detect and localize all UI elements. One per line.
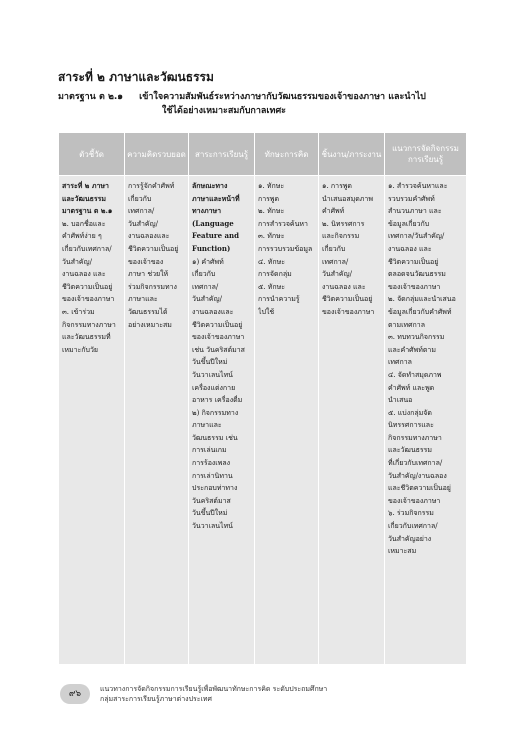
cell-line: การเล่านิทาน [192,471,233,480]
cell-line: และคำศัพท์ตาม [388,345,436,354]
cell-line: ที่เกี่ยวกับเทศกาล/ [388,459,443,468]
table-row [59,176,467,665]
cell-line: ตามเทศกาล [388,320,425,329]
cell-line: ของเจ้าของภาษา [322,307,375,316]
cell-line: ๔. ทักษะ [258,257,285,266]
cell-line: มาตรฐาน ต ๒.๑ [62,206,113,216]
cell-line: วันวาเลนไทน์ [192,370,233,379]
cell-line: คำศัพท์ง่าย ๆ [62,232,102,241]
cell-thinking-skills [255,176,319,665]
cell-line: สำนวนภาษา และ [388,207,442,216]
header-thinking-skills: ทักษะการคิด [255,133,319,176]
cell-line: ๕. ทักษะ [258,282,285,291]
cell-line: วัฒนธรรมได้ [128,307,168,316]
page-number: ๙๖ [60,684,90,704]
cell-line: งานฉลอง และ [322,282,366,291]
cell-line: นำเสนอสมุดภาพ [322,194,373,203]
cell-line: เหมาะกับวัย [62,345,99,354]
header-tasks: ชิ้นงาน/ภาระงาน [319,133,385,176]
cell-indicator [59,176,125,665]
cell-line: วันขึ้นปีใหม่ [192,509,228,518]
section-heading: สาระที่ ๒ ภาษาและวัฒนธรรม [58,70,214,84]
cell-line: และวัฒนธรรม [388,446,433,455]
cell-content [189,176,255,665]
cell-line: เกี่ยวกับ [322,244,346,253]
cell-line: วันสำคัญ/ [128,219,158,228]
cell-line: ของเจ้าของภาษา [192,333,245,342]
cell-line: งานฉลองและ [192,307,234,316]
cell-line: นำเสนอ [388,396,413,405]
cell-line: กิจกรรมทางภาษา [62,320,116,329]
cell-line: การนำความรู้ [258,295,300,304]
cell-line: ไปใช้ [258,307,275,316]
cell-line: ประกอบท่าทาง [192,484,238,493]
cell-line: นิทรรศการและ [388,421,434,430]
cell-line: ชีวิตความเป็นอยู่ [388,257,439,266]
cell-line: เกี่ยวกับเทศกาล/ [388,522,438,531]
cell-line: เกี่ยวกับ [128,194,152,203]
cell-line: ร่วมกิจกรรมทาง [128,282,177,291]
footer-line1: แนวทางการจัดกิจกรรมการเรียนรู้เพื่อพัฒนาทักษะการคิด ระดับประถมศึกษา [100,685,328,693]
cell-line: วันสำคัญ/งานฉลอง [388,471,447,480]
header-concept: ความคิดรวบยอด [125,133,189,176]
cell-line: ของเจ้าของภาษา [388,496,441,505]
cell-line: เทศกาล/วันสำคัญ/ [388,232,445,241]
cell-line: วันสำคัญอย่าง [388,534,432,543]
cell-line: และวัฒนธรรม [62,193,107,203]
cell-line: ๒) กิจกรรมทาง [192,408,239,417]
cell-line: ๓. เข้าร่วม [62,307,95,316]
cell-line: ๒. ทักษะ [258,207,285,216]
standard-statement [58,90,478,118]
cell-line: ชีวิตความเป็นอยู่ [128,244,179,253]
header-content: สาระการเรียนรู้ [189,133,255,176]
cell-line: ทางภาษา [192,206,222,216]
cell-line: วันคริสต์มาส [192,496,231,505]
cell-line: สาระที่ ๒ ภาษา [62,181,109,190]
cell-line: งานฉลอง และ [62,270,106,279]
standard-label: มาตรฐาน ต ๒.๑ [58,92,124,102]
cell-line: คำศัพท์ และพูด [388,383,435,392]
cell-line: วันวาเลนไทน์ [192,522,233,531]
cell-line: ๒. นิทรรศการ [322,219,365,228]
cell-line: เทศกาล/ [128,207,155,216]
cell-line: การรวบรวมข้อมูล [258,244,313,253]
cell-line: เทศกาล [388,358,412,367]
cell-line: ๑) คำศัพท์ [192,257,224,266]
cell-line: และกิจกรรม [322,232,360,241]
cell-line: รวบรวมคำศัพท์ [388,194,435,203]
cell-line: งานฉลอง และ [388,244,432,253]
cell-line: คำศัพท์ [322,207,345,216]
cell-line: การพูด [258,194,280,203]
cell-line: Function) [192,243,231,253]
cell-line: ๓. ทบทวนกิจกรรม [388,333,445,342]
cell-line: ๑. สำรวจค้นหาและ [388,182,448,190]
cell-line: เช่น วันคริสต์มาส [192,345,245,354]
table-header-row [59,133,467,176]
cell-line: การสำรวจค้นหา [258,219,308,228]
cell-line: ๖. ร่วมกิจกรรม [388,509,434,518]
cell-line: ตลอดจนวัฒนธรรม [388,270,446,279]
cell-line: ๑. การพูด [322,182,352,190]
cell-tasks [319,176,385,665]
cell-line: ชีวิตความเป็นอยู่ [192,320,243,329]
cell-line: เครื่องแต่งกาย [192,383,236,392]
cell-line: ชีวิตความเป็นอยู่ [62,282,113,291]
cell-line: ภาษา ช่วยให้ [128,270,169,279]
cell-line: อย่างเหมาะสม [128,320,172,329]
cell-line: เทศกาล/ [322,257,349,266]
cell-line: และชีวิตความเป็นอยู่ [388,484,451,493]
cell-line: ของเจ้าของภาษา [62,295,115,304]
cell-line: กิจกรรมทางภาษา [388,433,442,442]
footer-text [100,684,327,704]
cell-line: ของเจ้าของภาษา [388,282,441,291]
footer-line2: กลุ่มสาระการเรียนรู้ภาษาต่างประเทศ [100,695,212,703]
cell-line: การรู้จักคำศัพท์ [128,182,175,190]
cell-concept [125,176,189,665]
cell-line: Feature and [192,231,239,241]
cell-line: การจัดกลุ่ม [258,270,292,279]
cell-line: เกี่ยวกับเทศกาล/ [62,244,112,253]
header-activities: แนวการจัดกิจกรรมการเรียนรู้ [385,133,467,176]
header-indicator: ตัวชี้วัด [59,133,125,176]
cell-line: ลักษณะทาง [192,181,228,190]
cell-line: และวัฒนธรรมที่ [62,333,111,342]
cell-line: วันสำคัญ/ [322,270,352,279]
cell-line: ข้อมูลเกี่ยวกับ [388,219,430,228]
curriculum-table [58,132,467,665]
cell-line: อาหาร เครื่องดื่ม [192,396,243,405]
cell-line: เกี่ยวกับ [192,270,216,279]
standard-text-line2: ใช้ได้อย่างเหมาะสมกับกาลเทศะ [162,106,286,116]
cell-line: การร้องเพลง [192,459,231,468]
cell-line: งานฉลองและ [128,232,170,241]
cell-line: การเล่นเกม [192,446,227,455]
cell-line: เทศกาล/ [192,282,219,291]
cell-line: วัฒนธรรม เช่น [192,433,238,442]
cell-line: วันขึ้นปีใหม่ [192,358,228,367]
cell-line: ๒. จัดกลุ่มและนำเสนอ [388,295,456,304]
cell-line: วันสำคัญ/ [192,295,222,304]
cell-line: ของเจ้าของ [128,257,164,266]
cell-line: ภาษาและ [192,421,222,430]
cell-line: วันสำคัญ/ [62,257,92,266]
cell-activities [385,176,467,665]
cell-line: เหมาะสม [388,547,417,556]
cell-line: ชีวิตความเป็นอยู่ [322,295,373,304]
standard-text-line1: เข้าใจความสัมพันธ์ระหว่างภาษากับวัฒนธรรมของเจ้าของภาษา และนำไป [139,92,426,102]
cell-line: (Language [192,218,234,228]
cell-line: ภาษาและ [128,295,158,304]
cell-line: ๑. ทักษะ [258,182,285,190]
cell-line: ๒. บอกชื่อและ [62,219,106,228]
cell-line: ๔. จัดทำสมุดภาพ [388,370,442,379]
cell-line: ๓. ทักษะ [258,232,285,241]
cell-line: ภาษาและหน้าที่ [192,193,240,203]
cell-line: ข้อมูลเกี่ยวกับคำศัพท์ [388,307,452,316]
cell-line: ๕. แบ่งกลุ่มจัด [388,408,432,417]
